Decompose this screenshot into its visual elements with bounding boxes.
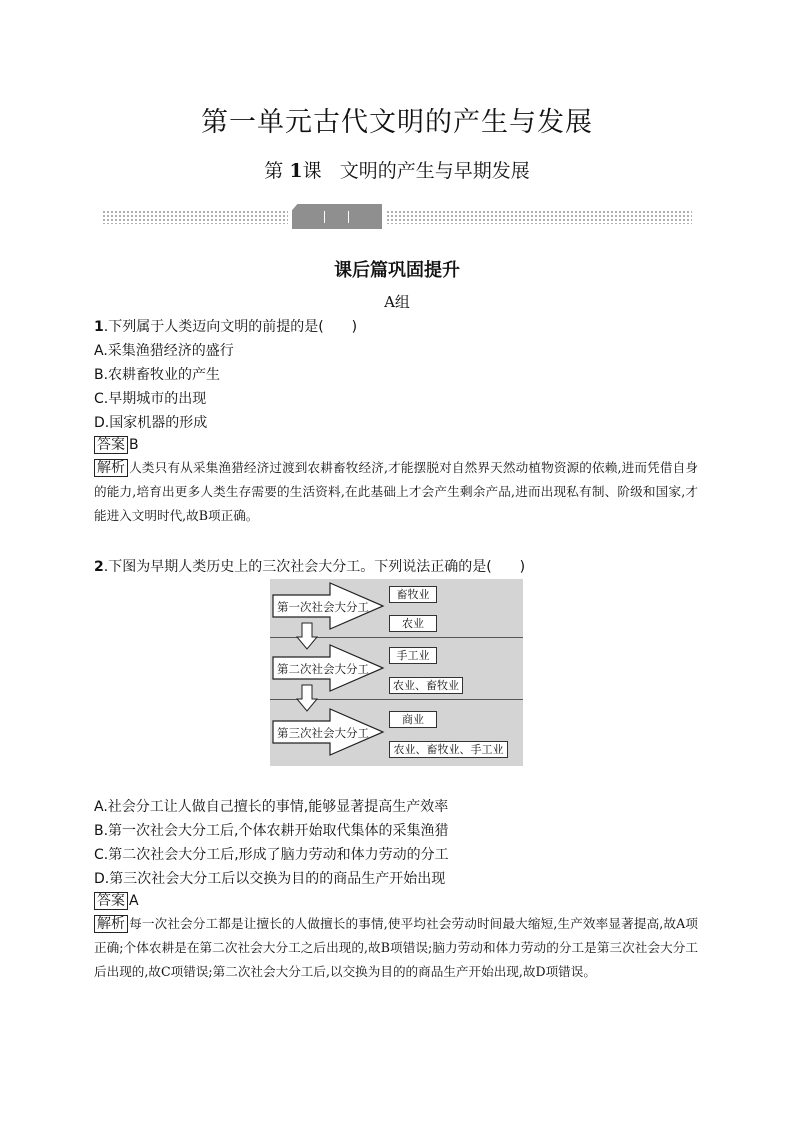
q2-answer-value: A: [129, 893, 139, 909]
banner-tab: [292, 204, 382, 229]
decorative-banner: [102, 204, 692, 230]
answer-tag: 答案: [94, 892, 128, 910]
stage1-box-1: 畜牧业: [389, 586, 437, 603]
q2-answer: [94, 892, 139, 910]
q1-option-c: C.早期城市的出现: [94, 391, 207, 407]
analysis-tag: 解析: [94, 915, 128, 933]
q2-stem-text: .下图为早期人类历史上的三次社会大分工。下列说法正确的是( ): [103, 559, 526, 575]
q2-analysis: [94, 912, 698, 984]
q2-number: 2: [94, 559, 104, 575]
q2-option-b: B.第一次社会大分工后,个体农耕开始取代集体的采集渔猎: [94, 823, 449, 839]
lesson-number: 1: [289, 160, 303, 182]
q1-option-a: A.采集渔猎经济的盛行: [94, 343, 234, 359]
q2-option-c: C.第二次社会大分工后,形成了脑力劳动和体力劳动的分工: [94, 847, 449, 863]
q1-stem: [94, 316, 357, 336]
stage3-label: 第三次社会大分工: [277, 726, 369, 740]
q1-answer: [94, 436, 139, 454]
q1-option-b: B.农耕畜牧业的产生: [94, 367, 221, 383]
q1-analysis: [94, 456, 698, 528]
lesson-prefix: 第: [264, 160, 284, 182]
stage2-label: 第二次社会大分工: [277, 662, 369, 676]
q2-analysis-text: 每一次社会分工都是让擅长的人做擅长的事情,使平均社会劳动时间最大缩短,生产效率显著提高,故A项正确;个体农耕是在第二次社会大分工之后出现的,故B项错误;脑力劳动和体力劳动的分工是第三次社会大分工后出现的,故C项错误;第二次社会大分工后,以交换为目的的商品生产开始出现,故D项错误。: [94, 916, 698, 979]
stage1-box-2: 农业: [389, 615, 437, 632]
stage2-box-2: 农业、畜牧业: [389, 677, 463, 694]
q2-option-d: D.第三次社会大分工后以交换为目的的商品生产开始出现: [94, 871, 446, 887]
lesson-title-line: [0, 156, 794, 183]
q1-analysis-text: 人类只有从采集渔猎经济过渡到农耕畜牧经济,才能摆脱对自然界天然动植物资源的依赖,进而凭借自身的能力,培育出更多人类生存需要的生活资料,在此基础上才会产生剩余产品,进而出现私有制、阶级和国家,才能进入文明时代,故B项正确。: [94, 460, 698, 523]
q1-answer-value: B: [129, 437, 139, 453]
lesson-title: 文明的产生与早期发展: [339, 160, 530, 182]
q2-stem: [94, 556, 525, 576]
stage1-label: 第一次社会大分工: [277, 600, 369, 614]
unit-title: 第一单元古代文明的产生与发展: [201, 107, 593, 138]
dotted-band-left: [102, 210, 288, 224]
group-label: A组: [384, 293, 410, 311]
division-of-labor-diagram: [270, 579, 523, 766]
q1-stem-text: .下列属于人类迈向文明的前提的是( ): [103, 319, 358, 335]
dotted-band-right: [386, 210, 692, 224]
q1-number: 1: [94, 319, 104, 335]
q1-option-d: D.国家机器的形成: [94, 415, 208, 431]
stage3-box-2: 农业、畜牧业、手工业: [389, 741, 508, 758]
q2-option-a: A.社会分工让人做自己擅长的事情,能够显著提高生产效率: [94, 799, 449, 815]
down-arrow-1: [297, 623, 317, 649]
down-arrow-2: [297, 685, 317, 711]
section-title: 课后篇巩固提升: [334, 260, 460, 281]
stage3-box-1: 商业: [389, 711, 437, 728]
lesson-suffix: 课: [302, 160, 322, 182]
answer-tag: 答案: [94, 436, 128, 454]
stage2-box-1: 手工业: [389, 647, 437, 664]
analysis-tag: 解析: [94, 459, 128, 477]
